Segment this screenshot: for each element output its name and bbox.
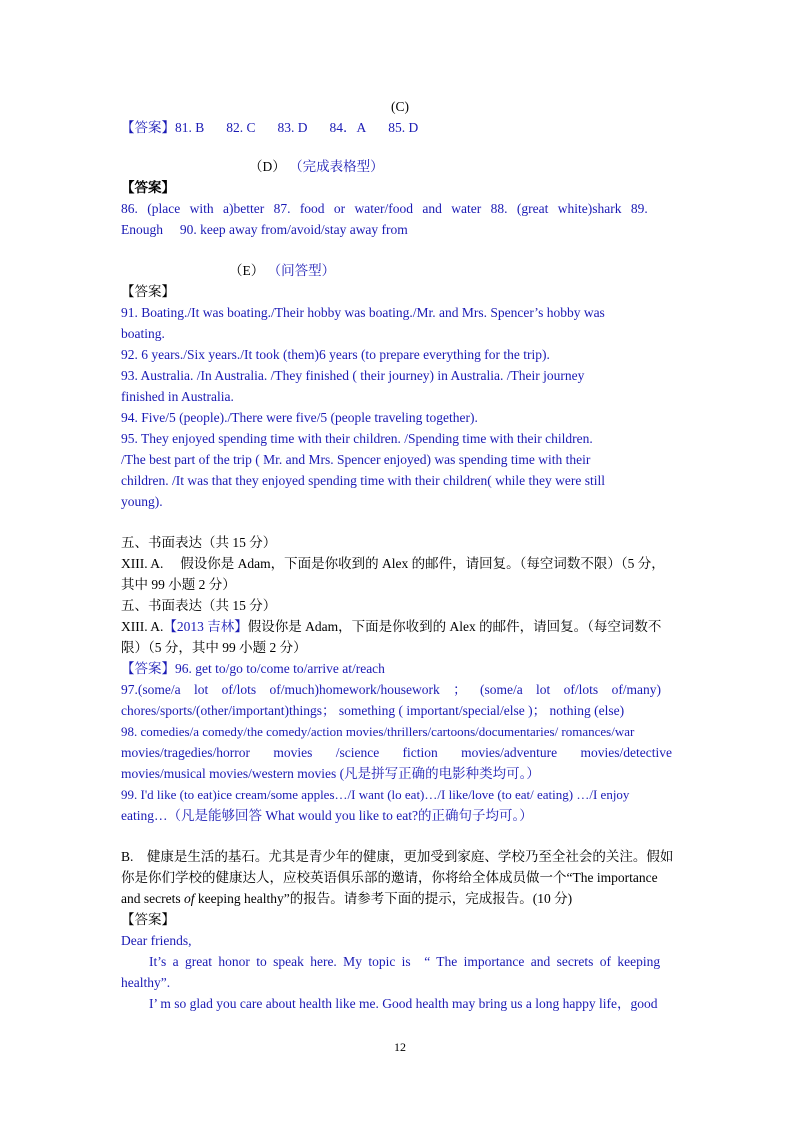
section-e-label: （E） — [229, 263, 265, 278]
writing-title-1: 五、书面表达（共 15 分） — [121, 535, 277, 550]
section-b-text-pre: and secrets — [121, 891, 184, 906]
answer-97-b: chores/sports/(other/important)things； something ( important/special/else )； nothing (else) — [121, 703, 625, 718]
answer-94: 94. Five/5 (people)./There were five/5 (people traveling together). — [121, 410, 478, 425]
writing-xiii-a-1: XIII. A. 假设你是 Adam，下面是你收到的 Alex 的邮件，请回复。（每空词数不限）（5 分， — [121, 556, 665, 571]
xiii-prompt: 假设你是 Adam，下面是你收到的 Alex 的邮件，请回复。（每空词数不 — [247, 619, 662, 634]
xiii-prefix: XIII. A. — [121, 619, 164, 634]
section-c-heading: (C) — [391, 99, 409, 114]
section-d-line-1: 86. (place with a)better 87. food or water/food and water 88. (great white)shark 89. — [121, 201, 648, 216]
answer-85: 85. D — [388, 120, 419, 135]
source-tag: 【2013 吉林】 — [163, 619, 248, 634]
letter-paragraph-1-b: healthy”. — [121, 975, 171, 990]
answer-tag: 【答案】 — [121, 120, 175, 135]
answer-91-b: boating. — [121, 326, 165, 341]
answer-95-c: children. /It was that they enjoyed spending time with their children( while they were still — [121, 473, 605, 488]
letter-greeting: Dear friends, — [121, 933, 192, 948]
section-b-text-post: keeping healthy”的报告。请参考下面的提示，完成报告。(10 分) — [194, 891, 573, 906]
answer-97-a: 97.(some/a lot of/lots of/much)homework/housework ； (some/a lot of/lots of/many) — [121, 682, 662, 697]
answer-83: 83. D — [277, 120, 308, 135]
answer-99-b: eating…（凡是能够回答 What would you like to eat?的正确句子均可。） — [121, 808, 533, 823]
writing-title-2: 五、书面表达（共 15 分） — [121, 598, 277, 613]
document-page — [121, 96, 679, 1014]
writing-xiii-a-2b: 限）（5 分，其中 99 小题 2 分） — [121, 640, 307, 655]
answer-96: 【答案】96. get to/go to/come to/arrive at/reach — [121, 661, 385, 676]
answer-91-a: 91. Boating./It was boating./Their hobby was boating./Mr. and Mrs. Spencer’s hobby was — [121, 305, 605, 320]
letter-paragraph-2: I’ m so glad you care about health like me. Good health may bring us a long happy life，good — [149, 996, 658, 1011]
section-b-line-2: 你是你们学校的健康达人，应校英语俱乐部的邀请，你将给全体成员做一个“The importance — [121, 870, 658, 885]
section-b-answer-tag: 【答案】 — [121, 912, 175, 927]
section-e-type: （问答型） — [267, 263, 336, 278]
writing-xiii-a-1b: 其中 99 小题 2 分） — [121, 577, 236, 592]
answer-95-b: /The best part of the trip ( Mr. and Mrs. Spencer enjoyed) was spending time with their — [121, 452, 591, 467]
section-e-heading — [121, 260, 679, 281]
answer-95-a: 95. They enjoyed spending time with their children. /Spending time with their children. — [121, 431, 593, 446]
section-d-line-2: Enough 90. keep away from/avoid/stay away from — [121, 222, 408, 237]
section-d-heading — [121, 156, 679, 177]
section-b-line-1: B. 健康是生活的基石。尤其是青少年的健康，更加受到家庭、学校乃至全社会的关注。假如 — [121, 849, 674, 864]
answer-84: 84．A — [329, 120, 367, 135]
answer-82: 82. C — [226, 120, 256, 135]
answer-81: 81. B — [175, 120, 205, 135]
section-d-answer-tag: 【答案】 — [121, 180, 175, 195]
section-d-type: （完成表格型） — [289, 159, 384, 174]
answer-98-a: 98. comedies/a comedy/the comedy/action movies/thrillers/cartoons/documentaries/ romances/war — [121, 724, 635, 739]
section-c-answers — [121, 117, 679, 138]
section-d-label: （D） — [249, 159, 286, 174]
answer-98-b: movies/tragedies/horror movies /science fiction movies/adventure movies/detective — [121, 745, 672, 760]
writing-xiii-a-2 — [121, 616, 679, 637]
section-e-answer-tag: 【答案】 — [121, 284, 175, 299]
answer-93-a: 93. Australia. /In Australia. /They finished ( their journey) in Australia. /Their journey — [121, 368, 585, 383]
section-b-text-of: of — [183, 891, 195, 906]
answer-95-d: young). — [121, 494, 163, 509]
letter-paragraph-1-a: It’s a great honor to speak here. My topic is “ The importance and secrets of keeping — [149, 954, 661, 969]
answer-98-c: movies/musical movies/western movies (凡是拼写正确的电影种类均可。） — [121, 766, 540, 781]
answer-99-a: 99. I'd like (to eat)ice cream/some apples…/I want (lo eat)…/I like/love (to eat/ eating) …/I enjoy — [121, 787, 630, 802]
answer-93-b: finished in Australia. — [121, 389, 234, 404]
page-number: 12 — [394, 1040, 406, 1054]
section-b-line-3 — [121, 888, 679, 909]
answer-92: 92. 6 years./Six years./It took (them)6 years (to prepare everything for the trip). — [121, 347, 550, 362]
